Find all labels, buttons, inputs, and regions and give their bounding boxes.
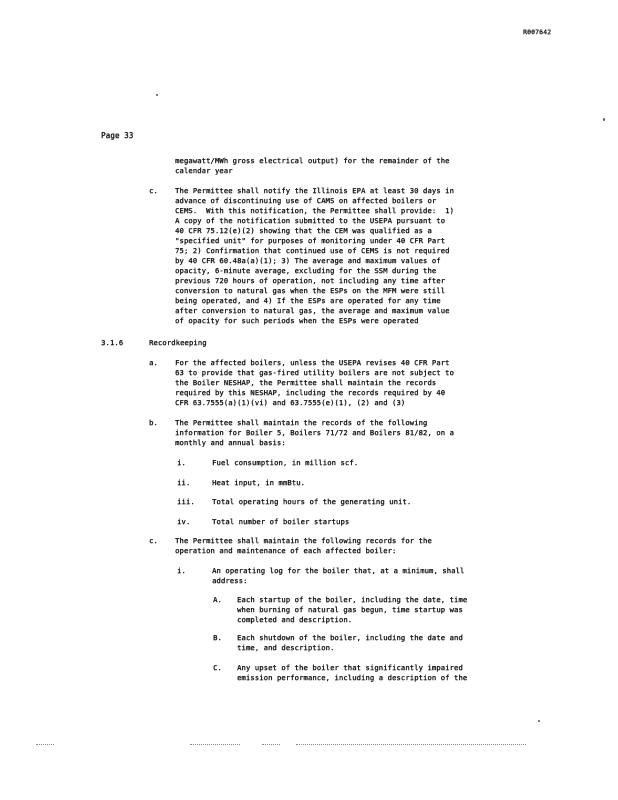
item-c-line: by 40 CFR 60.48a(a)(1); 3) The average and maximum values of [175, 256, 441, 265]
point-a-line: Each startup of the boiler, including the date, time [237, 595, 468, 604]
point-c-line: Any upset of the boiler that significantly impaired [237, 663, 463, 672]
continuation-line-1: megawatt/MWh gross electrical output) for the remainder of the [175, 156, 450, 165]
point-b-line: time, and description. [237, 643, 335, 652]
scan-edge-dots [296, 744, 526, 746]
item-c-line: A copy of the notification submitted to the USEPA pursuant to [175, 216, 446, 225]
item-c-line: advance of discontinuing use of CAMS on affected boilers or [175, 196, 437, 205]
continuation-line-2: calendar year [175, 166, 233, 175]
item-a-line: CFR 63.7555(a)(1)(vi) and 63.7555(e)(1), (2) and (3) [175, 398, 406, 407]
scan-edge-dots [190, 744, 240, 746]
point-a-marker: A. [213, 595, 222, 604]
point-b-marker: B. [213, 633, 222, 642]
item-c2-line: operation and maintenance of each affected boiler: [175, 546, 397, 555]
item-c-line: of opacity for such periods when the ESPs were operated [175, 316, 419, 325]
scan-speck [603, 118, 605, 121]
item-a-line: 63 to provide that gas-fired utility boilers are not subject to [175, 368, 454, 377]
item-c-line: 75; 2) Confirmation that continued use of CEMS is not required [175, 246, 450, 255]
item-b-line: monthly and annual basis: [175, 438, 286, 447]
item-b-sub-text: Fuel consumption, in million scf. [212, 458, 359, 467]
point-c-marker: C. [213, 663, 222, 672]
point-b-line: Each shutdown of the boiler, including the date and [237, 633, 463, 642]
item-b-sub-marker: i. [177, 458, 186, 467]
item-c2-sub-line: An operating log for the boiler that, at a minimum, shall [212, 566, 465, 575]
item-c2-marker: c. [149, 536, 158, 545]
item-c2-sub-line: address: [212, 576, 248, 585]
item-b-sub-marker: iv. [177, 517, 191, 526]
point-c-line: emission performance, including a description of the [237, 673, 468, 682]
section-number: 3.1.6 [101, 338, 124, 347]
item-b-marker: b. [149, 418, 158, 427]
item-c-line: conversion to natural gas when the ESPs on the MFM were still [175, 286, 446, 295]
item-c-line: previous 720 hours of operation, not including any time after [175, 276, 446, 285]
document-id: R007642 [523, 28, 552, 36]
item-a-line: For the affected boilers, unless the USEPA revises 40 CFR Part [175, 358, 450, 367]
page-number: Page 33 [101, 131, 134, 140]
item-b-line: information for Boiler 5, Boilers 71/72 and Boilers 81/82, on a [175, 428, 454, 437]
scan-edge-dots [262, 744, 280, 746]
item-b-sub-marker: ii. [177, 478, 191, 487]
item-c2-sub-marker: i. [177, 566, 186, 575]
item-c-line: opacity, 6-minute average, excluding for the SSM during the [175, 266, 437, 275]
scan-speck [156, 94, 158, 96]
item-b-sub-marker: iii. [177, 497, 195, 506]
item-c-line: 40 CFR 75.12(e)(2) showing that the CEM was qualified as a [175, 226, 432, 235]
scan-speck [538, 720, 540, 722]
item-c-marker: c. [149, 186, 158, 195]
item-a-marker: a. [149, 358, 158, 367]
scan-edge-dots [36, 744, 54, 746]
item-b-line: The Permittee shall maintain the records of the following [175, 418, 428, 427]
item-c-line: after conversion to natural gas, the average and maximum value [175, 306, 450, 315]
item-c-line: The Permittee shall notify the Illinois EPA at least 30 days in [175, 186, 454, 195]
item-c-line: CEMS. With this notification, the Permittee shall provide: 1) [175, 206, 454, 215]
item-c2-line: The Permittee shall maintain the following records for the [175, 536, 432, 545]
item-a-line: required by this NESHAP, including the records required by 40 [175, 388, 446, 397]
item-b-sub-text: Total operating hours of the generating unit. [212, 497, 412, 506]
section-title: Recordkeeping [149, 338, 207, 347]
point-a-line: when burning of natural gas begun, time startup was [237, 605, 463, 614]
item-b-sub-text: Heat input, in mmBtu. [212, 478, 305, 487]
item-c-line: being operated, and 4) If the ESPs are operated for any time [175, 296, 441, 305]
point-a-line: completed and description. [237, 615, 353, 624]
item-b-sub-text: Total number of boiler startups [212, 517, 350, 526]
item-c-line: "specified unit" for purposes of monitoring under 40 CFR Part [175, 236, 446, 245]
item-a-line: the Boiler NESHAP, the Permittee shall maintain the records [175, 378, 437, 387]
